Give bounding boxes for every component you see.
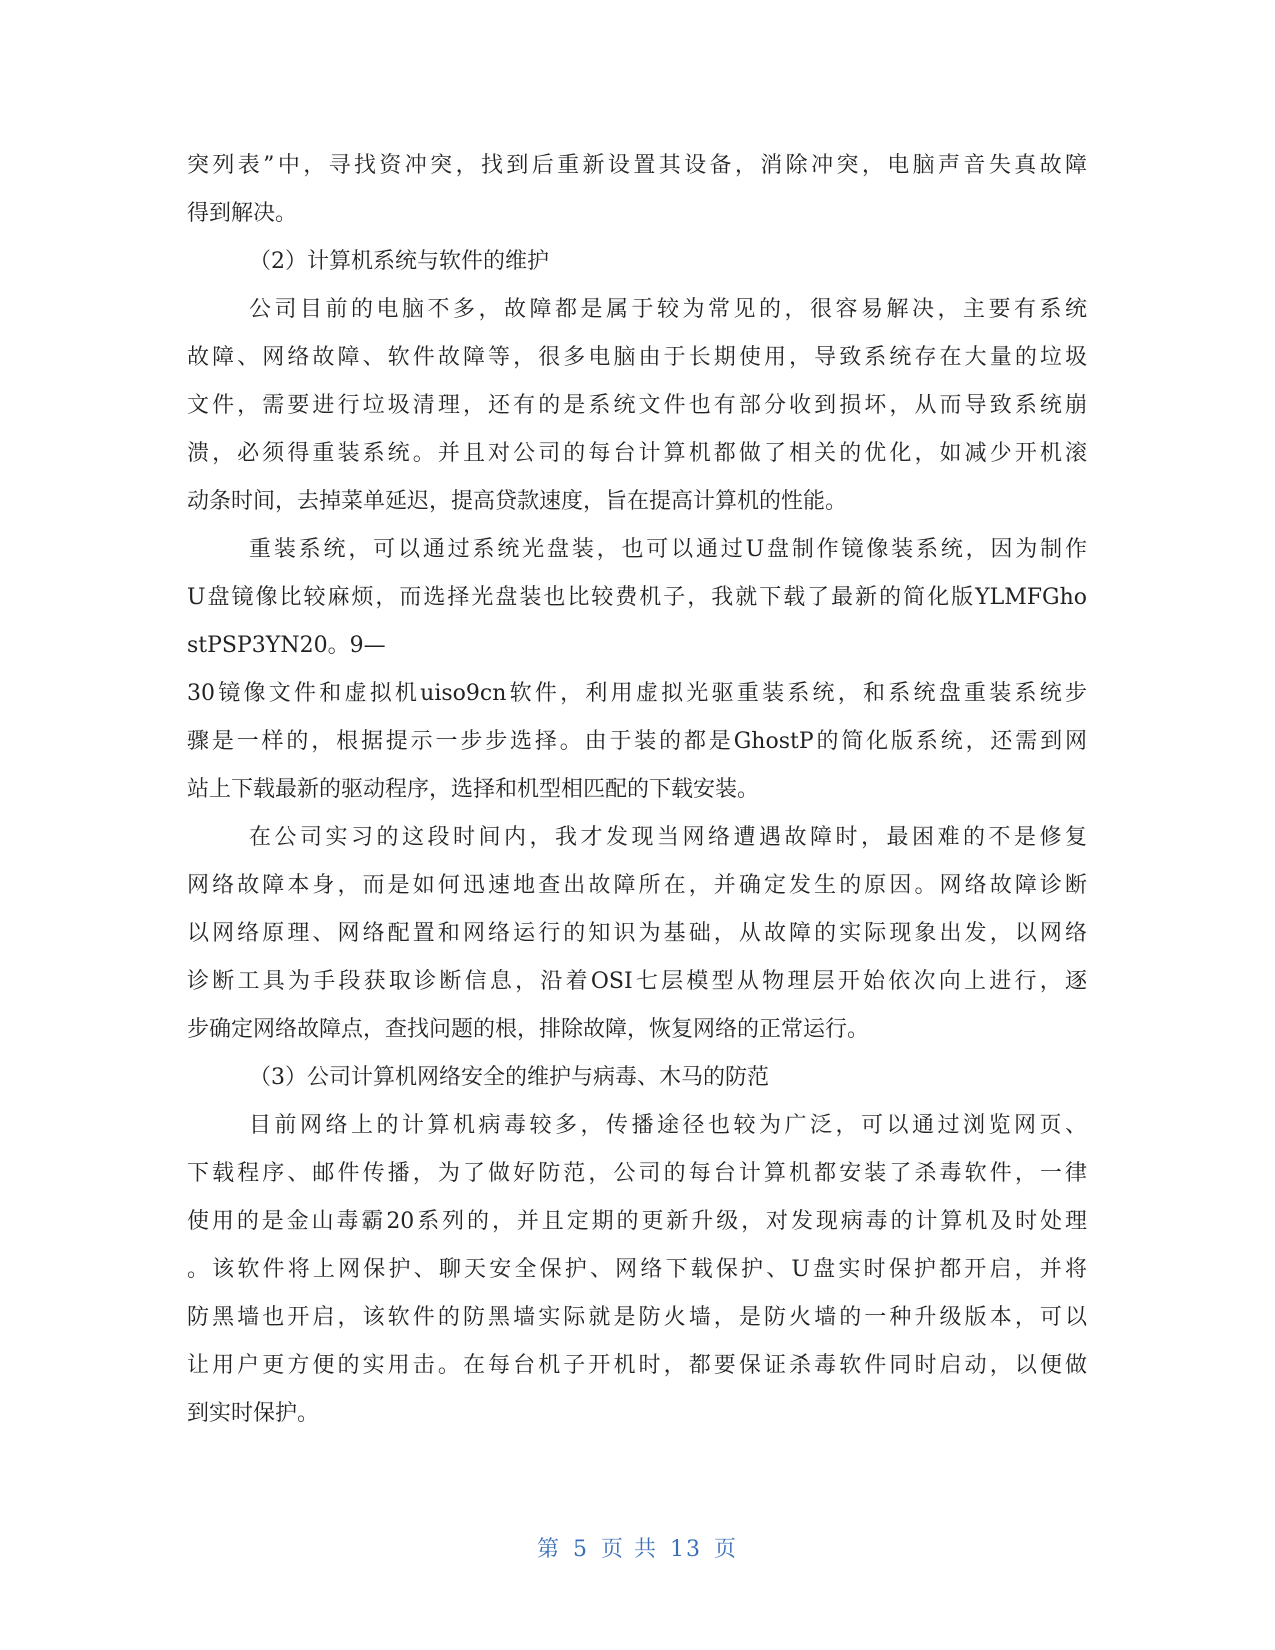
text-line: 让用户更方便的实用击。在每台机子开机时，都要保证杀毒软件同时启动，以便做 xyxy=(187,1353,1087,1378)
text-line: 溃，必须得重装系统。并且对公司的每台计算机都做了相关的优化，如减少开机滚 xyxy=(187,441,1087,466)
text-line: 动条时间，去掉菜单延迟，提高贷款速度，旨在提高计算机的性能。 xyxy=(187,489,848,514)
text-line: 站上下载最新的驱动程序，选择和机型相匹配的下载安装。 xyxy=(187,777,760,802)
footer-total-pages: 13 xyxy=(670,1537,702,1562)
text-line: 下载程序、邮件传播，为了做好防范，公司的每台计算机都安装了杀毒软件，一律 xyxy=(187,1161,1087,1186)
page-footer xyxy=(0,1532,1275,1563)
text-line: stPSP3YN20。9— xyxy=(187,633,386,658)
footer-prefix: 第 xyxy=(536,1537,561,1562)
section-heading: （2）计算机系统与软件的维护 xyxy=(249,249,549,274)
text-line: 公司目前的电脑不多，故障都是属于较为常见的，很容易解决，主要有系统 xyxy=(249,297,1087,322)
footer-page-number: 5 xyxy=(573,1537,589,1562)
text-line: U盘镜像比较麻烦，而选择光盘装也比较费机子，我就下载了最新的简化版YLMFGho xyxy=(187,585,1087,610)
footer-middle: 页 共 xyxy=(601,1537,658,1562)
text-line: 重装系统，可以通过系统光盘装，也可以通过U盘制作镜像装系统，因为制作 xyxy=(249,537,1087,562)
text-line: 骤是一样的，根据提示一步步选择。由于装的都是GhostP的简化版系统，还需到网 xyxy=(187,729,1087,754)
text-line: 以网络原理、网络配置和网络运行的知识为基础，从故障的实际现象出发，以网络 xyxy=(187,921,1087,946)
text-line: 在公司实习的这段时间内，我才发现当网络遭遇故障时，最困难的不是修复 xyxy=(249,825,1087,850)
text-line: 得到解决。 xyxy=(187,201,298,226)
text-line: 突列表”中，寻找资冲突，找到后重新设置其设备，消除冲突，电脑声音失真故障 xyxy=(187,153,1087,178)
text-line: 诊断工具为手段获取诊断信息，沿着OSI七层模型从物理层开始依次向上进行，逐 xyxy=(187,969,1087,994)
text-line: 文件，需要进行垃圾清理，还有的是系统文件也有部分收到损坏，从而导致系统崩 xyxy=(187,393,1087,418)
text-line: 30镜像文件和虚拟机uiso9cn软件，利用虚拟光驱重装系统，和系统盘重装系统步 xyxy=(187,681,1087,706)
text-line: 防黑墙也开启，该软件的防黑墙实际就是防火墙，是防火墙的一种升级版本，可以 xyxy=(187,1305,1087,1330)
text-line: 网络故障本身，而是如何迅速地查出故障所在，并确定发生的原因。网络故障诊断 xyxy=(187,873,1087,898)
body-text xyxy=(187,142,1087,1438)
section-heading: （3）公司计算机网络安全的维护与病毒、木马的防范 xyxy=(249,1065,769,1090)
text-line: 故障、网络故障、软件故障等，很多电脑由于长期使用，导致系统存在大量的垃圾 xyxy=(187,345,1087,370)
text-line: 到实时保护。 xyxy=(187,1401,320,1426)
text-line: 使用的是金山毒霸20系列的，并且定期的更新升级，对发现病毒的计算机及时处理 xyxy=(187,1209,1087,1234)
text-line: 。该软件将上网保护、聊天安全保护、网络下载保护、U盘实时保护都开启，并将 xyxy=(187,1257,1087,1282)
text-line: 目前网络上的计算机病毒较多，传播途径也较为广泛，可以通过浏览网页、 xyxy=(249,1113,1087,1138)
footer-suffix: 页 xyxy=(714,1537,739,1562)
text-line: 步确定网络故障点，查找问题的根，排除故障，恢复网络的正常运行。 xyxy=(187,1017,870,1042)
